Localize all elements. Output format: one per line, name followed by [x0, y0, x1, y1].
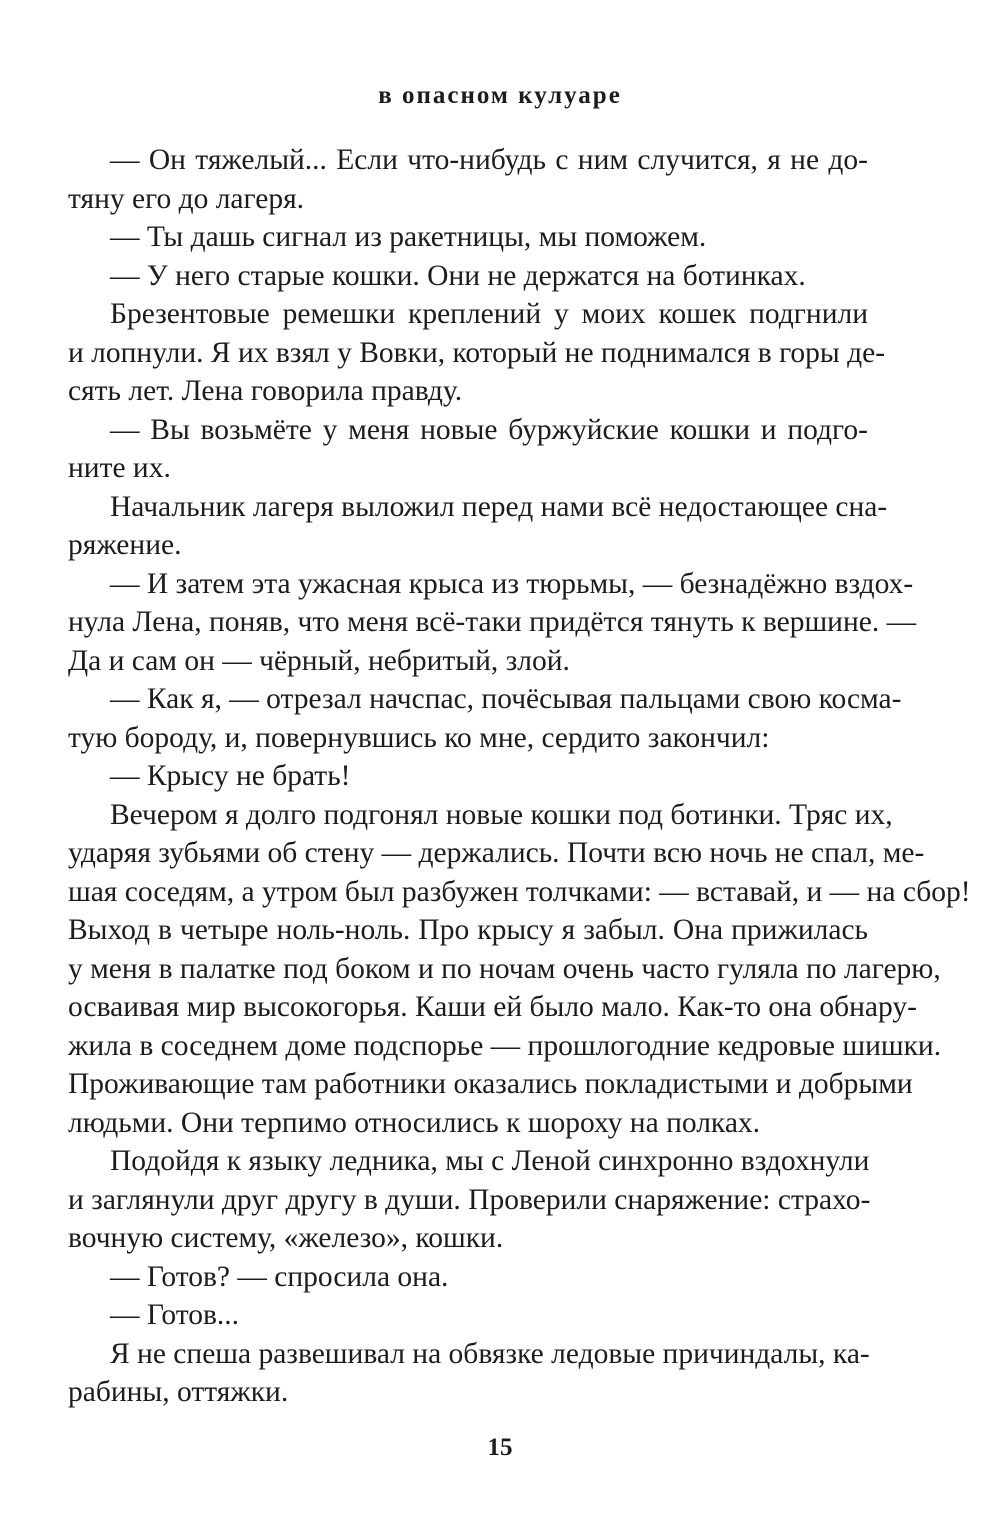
running-header: в опасном кулуаре: [378, 82, 622, 109]
text-line: — Готов...: [110, 1299, 240, 1331]
text-line: тую бороду, и, повернувшись ко мне, сердито закончил:: [68, 721, 770, 754]
text-line: Я не спеша развешивал на обвязке ледовые причиндалы, ка-: [110, 1337, 870, 1370]
text-line: — Он тяжелый... Если что-нибудь с ним случится, я не до-: [110, 144, 868, 176]
text-line: — У него старые кошки. Они не держатся на ботинках.: [110, 259, 806, 292]
text-line: — И затем эта ужасная крыса из тюрьмы, — безнадёжно вздох-: [110, 567, 914, 600]
text-line: — Вы возьмёте у меня новые буржуйские кошки и подго-: [110, 413, 868, 446]
text-line: у меня в палатке под боком и по ночам очень часто гуляла по лагерю,: [68, 952, 941, 985]
text-line: и заглянули друг другу в души. Проверили снаряжение: страхо-: [68, 1183, 871, 1216]
text-line: Подойдя к языку ледника, мы с Леной синхронно вздохнули: [110, 1145, 870, 1177]
text-line: Брезентовые ремешки креплений у моих кошек подгнили: [110, 298, 868, 330]
text-line: ните их.: [68, 452, 171, 484]
text-line: ударяя зубьями об стену — держались. Почти всю ночь не спал, ме-: [68, 837, 925, 869]
text-line: Вечером я долго подгонял новые кошки под ботинки. Тряс их,: [110, 798, 893, 831]
text-line: тяну его до лагеря.: [68, 182, 305, 215]
text-line: — Готов? — спросила она.: [110, 1260, 449, 1293]
text-line: Выход в четыре ноль-ноль. Про крысу я забыл. Она прижилась: [68, 914, 868, 946]
text-line: Начальник лагеря выложил перед нами всё недостающее сна-: [110, 490, 888, 523]
text-line: — Как я, — отрезал начспас, почёсывая пальцами свою косма-: [110, 683, 902, 715]
text-line: людьми. Они терпимо относились к шороху на полках.: [68, 1106, 761, 1139]
text-line: жила в соседнем доме подспорье — прошлогодние кедровые шишки.: [68, 1029, 942, 1062]
text-line: ряжение.: [68, 529, 182, 561]
text-line: вочную систему, «железо», кошки.: [68, 1222, 504, 1254]
text-line: и лопнули. Я их взял у Вовки, который не поднимался в горы де-: [68, 336, 886, 369]
text-line: нула Лена, поняв, что меня всё-таки придётся тянуть к вершине. —: [68, 606, 917, 638]
text-line: осваивая мир высокогорья. Каши ей было мало. Как-то она обнару-: [68, 991, 917, 1023]
text-line: — Ты дашь сигнал из ракетницы, мы поможем.: [110, 221, 707, 253]
page-number: 15: [487, 1434, 513, 1461]
text-line: Да и сам он — чёрный, небритый, злой.: [68, 644, 570, 677]
text-line: сять лет. Лена говорила правду.: [68, 375, 463, 407]
text-line: рабины, оттяжки.: [68, 1376, 289, 1408]
text-line: Проживающие там работники оказались покладистыми и добрыми: [68, 1068, 913, 1100]
text-line: — Крысу не брать!: [110, 760, 351, 792]
text-line: шая соседям, а утром был разбужен толчками: — вставай, и — на сбор!: [68, 875, 971, 908]
